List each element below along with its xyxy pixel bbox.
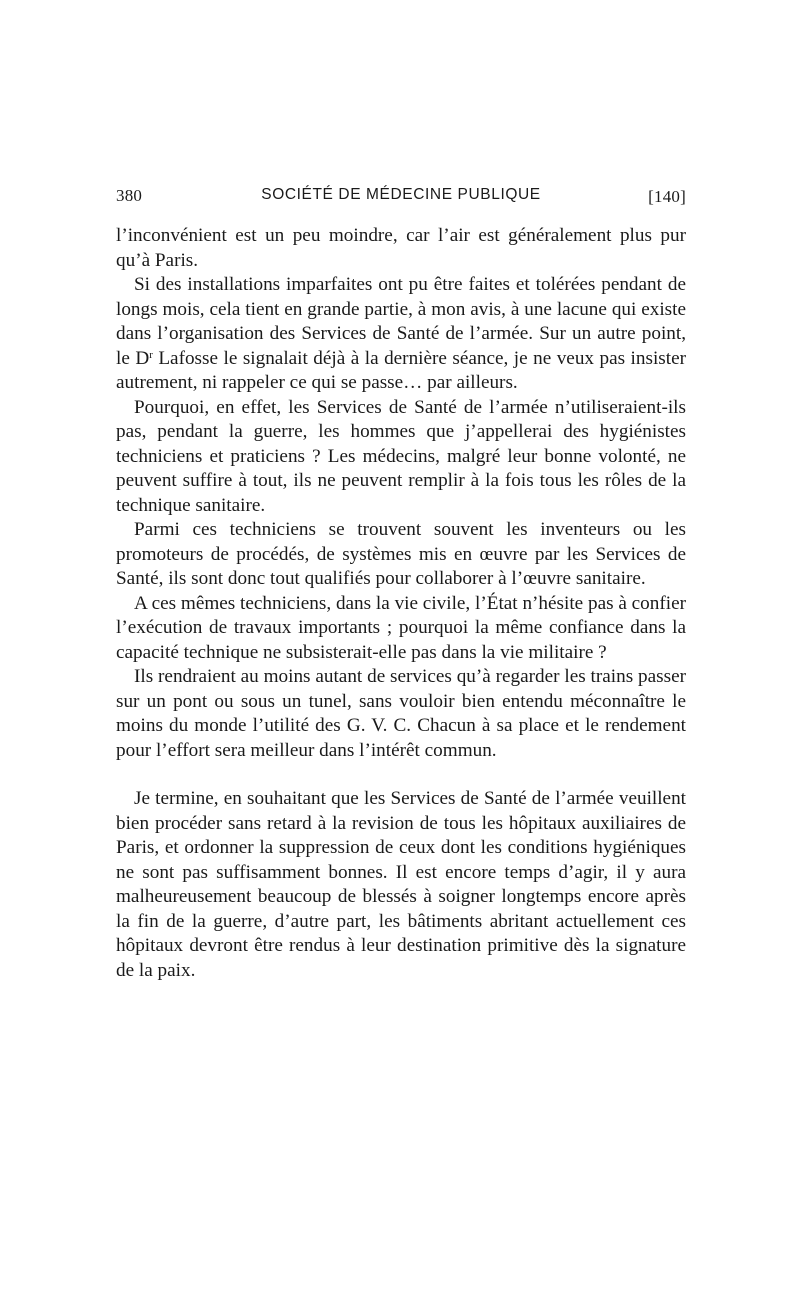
bracket-page-number: [140] (648, 187, 686, 206)
paragraph-7: Je termine, en souhaitant que les Services de Santé de l’armée veuillent bien procéder sans retard à la revision de tous les hôpitaux auxiliaires de Paris, et ordonner la suppression de ceux dont les conditions hygiéniques ne sont pas suffisamment bonnes. Il est encore temps d’agir, il y aura malheureusement beaucoup de blessés à soigner longtemps encore après la fin de la guerre, d’autre part, les bâtiments abritant actuellement ces hôpitaux devront être rendus à leur destination primitive dès la signature de la paix. (116, 788, 686, 981)
running-head (116, 186, 686, 212)
paragraph-4: Parmi ces techniciens se trouvent souvent les inventeurs ou les promoteurs de procédés, de systèmes mis en œuvre par les Services de Santé, ils sont donc tout qualifiés pour collaborer à l’œuvre sanitaire. (116, 519, 686, 589)
paragraph-2-tail: Lafosse le signalait déjà à la dernière séance, je ne veux pas insister autrement, ni rappeler ce qui se passe… par ailleurs. (116, 347, 686, 393)
body-text (116, 224, 686, 983)
paragraph-2-text: Si des installations imparfaites ont pu être faites et tolérées pendant de longs mois, cela tient en grande partie, à mon avis, à une lacune qui existe dans l’organisation des Services de Santé de l’armée. Sur un autre point, le D (116, 274, 686, 369)
paragraph-3: Pourquoi, en effet, les Services de Santé de l’armée n’utiliseraient-ils pas, pendant la guerre, les hommes que j’appellerai des hygiénistes techniciens et praticiens ? Les médecins, malgré leur bonne volonté, ne peuvent suffire à tout, ils ne peuvent remplir à la fois tous les rôles de la technique sanitaire. (116, 396, 686, 516)
doctor-abbrev-superscript: r (149, 348, 153, 361)
paragraph-5: A ces mêmes techniciens, dans la vie civile, l’État n’hésite pas à confier l’exécution de travaux importants ; pourquoi la même confiance dans la capacité technique ne subsisterait-elle pas dans la vie militaire ? (116, 592, 686, 663)
paragraph-6: Ils rendraient au moins autant de services qu’à regarder les trains passer sur un pont ou sous un tunel, sans vouloir bien entendu méconnaître le moins du monde l’utilité des G. V. C. Chacun à sa place et le rendement pour l’effort sera meilleur dans l’intérêt commun. (116, 666, 686, 761)
page-number: 380 (116, 186, 143, 205)
running-title: SOCIÉTÉ DE MÉDECINE PUBLIQUE (261, 186, 541, 203)
paragraph-2 (116, 273, 686, 396)
paragraph-1: l’inconvénient est un peu moindre, car l’air est généralement plus pur qu’à Paris. (116, 225, 686, 271)
